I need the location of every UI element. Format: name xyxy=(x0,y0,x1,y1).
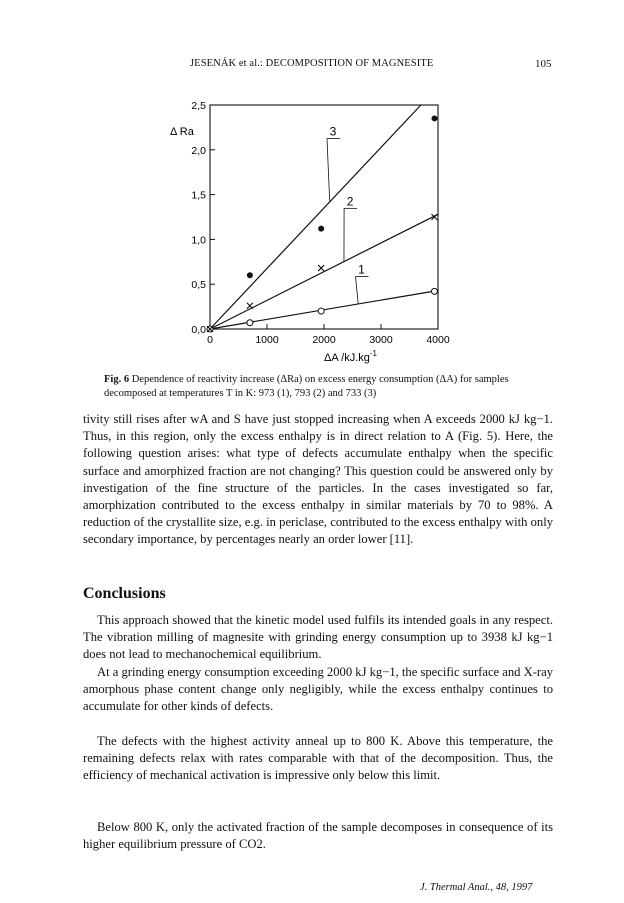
data-point-series-3 xyxy=(247,272,253,278)
page-number: 105 xyxy=(535,58,552,70)
y-tick-label: 0,5 xyxy=(191,279,206,292)
x-tick-label: 4000 xyxy=(426,334,450,346)
x-tick-label: 3000 xyxy=(369,334,393,346)
y-tick-label: 2,0 xyxy=(191,144,206,157)
data-point-series-2 xyxy=(318,265,324,271)
series-labels xyxy=(327,124,369,303)
x-axis-label xyxy=(324,349,378,364)
x-axis-label-text: ΔA /kJ.kg xyxy=(324,352,370,364)
x-axis-label-exponent: -1 xyxy=(369,349,377,358)
conclusions-paragraph-4: Below 800 K, only the activated fraction of the sample decomposes in consequence of its higher equilibrium pressure of CO2. xyxy=(83,820,553,852)
series-label-2: 2 xyxy=(346,194,354,209)
running-header xyxy=(0,58,624,74)
y-tick-label: 2,5 xyxy=(191,100,206,112)
y-tick-label: 1,5 xyxy=(191,189,206,202)
conclusions-paragraph-2: At a grinding energy consumption exceeding 2000 kJ kg−1, the specific surface and X-ray amorphous phase content change only negligibly, while the excess enthalpy continues to accumulate for other kinds of defects. xyxy=(83,665,553,714)
x-tick-label: 1000 xyxy=(255,334,279,346)
y-axis-label: Δ Ra xyxy=(170,126,194,138)
y-tick-label: 1,0 xyxy=(191,234,206,247)
leader-line-series-3 xyxy=(327,138,330,201)
fit-line-series-3 xyxy=(210,105,421,329)
running-title: JESENÁK et al.: DECOMPOSITION OF MAGNESITE xyxy=(190,58,434,69)
leader-line-series-1 xyxy=(356,276,359,304)
conclusions-paragraph-3: The defects with the highest activity anneal up to 800 K. Above this temperature, the remaining defects relax with rates comparable with that of the decomposition. Thus, the efficiency of mechanical activation is impressive only below this limit. xyxy=(83,734,553,783)
data-point-series-1 xyxy=(247,320,253,326)
body-paragraph-1: tivity still rises after wA and S have just stopped increasing when A exceeds 2000 kJ kg−1. Thus, in this region, only the excess enthalpy is in direct relation to A (Fig. 5). Here, the following question arises: what type of defects accumulate enthalpy when the specific surface and amorphized fraction are not changing? This question could be answered only by investigation of the fine structure of the particles. In the cases investigated so far, amorphization contributed to the excess enthalpy in similar materials by 70 to 98%. A reduction of the crystallite size, e.g. in periclase, contributed to the excess enthalpy with only secondary importance, by percentages nearly an order lower [11]. xyxy=(83,412,553,547)
data-point-series-2 xyxy=(247,303,253,309)
fit-lines xyxy=(210,105,438,329)
series-label-1: 1 xyxy=(358,262,365,277)
caption-text: Dependence of reactivity increase (ΔRa) on excess energy consumption (ΔA) for samples decomposed at temperatures T in K: 973 (1), 793 (2) and 733 (3) xyxy=(104,374,509,399)
series-label-3: 3 xyxy=(329,124,337,139)
conclusions-paragraph-1: This approach showed that the kinetic model used fulfils its intended goals in any respect. The vibration milling of magnesite with grinding energy consumption up to 3938 kJ kg−1 does not lead to mechanochemical equilibrium. xyxy=(83,613,553,662)
data-point-series-1 xyxy=(318,308,324,314)
section-title: Conclusions xyxy=(83,585,166,602)
plot-frame xyxy=(210,105,438,329)
x-tick-label: 2000 xyxy=(312,334,336,346)
data-point-series-3 xyxy=(318,226,324,232)
caption-label: Fig. 6 xyxy=(104,374,130,385)
figure-caption xyxy=(104,373,544,400)
y-tick-label: 0,0 xyxy=(191,324,206,336)
x-tick-label: 0 xyxy=(207,334,213,346)
data-point-series-1 xyxy=(431,288,437,294)
journal-footer: J. Thermal Anal., 48, 1997 xyxy=(420,882,533,893)
data-point-series-3 xyxy=(431,115,437,121)
data-points xyxy=(207,115,437,332)
figure-6-chart xyxy=(150,95,470,367)
